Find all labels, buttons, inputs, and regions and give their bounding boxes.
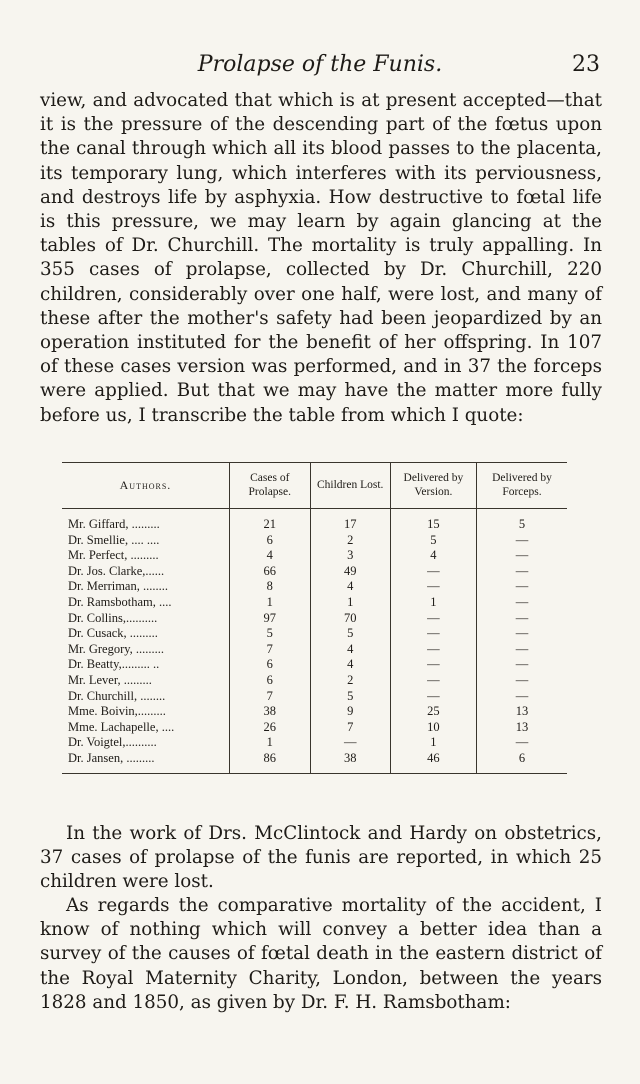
cell-lost: 3 bbox=[310, 548, 390, 564]
table-row bbox=[62, 564, 567, 580]
table-row bbox=[62, 751, 567, 773]
cell-forceps: — bbox=[476, 689, 567, 705]
cell-cases: 38 bbox=[229, 704, 310, 720]
header-authors: Authors. bbox=[62, 463, 229, 509]
cell-forceps: 13 bbox=[476, 704, 567, 720]
table-row bbox=[62, 735, 567, 751]
cell-name: Dr. Churchill, ........ bbox=[68, 688, 166, 703]
cell-name: Dr. Jansen, ......... bbox=[62, 751, 229, 773]
cell-version: 15 bbox=[390, 509, 476, 533]
cell-lost: 2 bbox=[310, 533, 390, 549]
cell-cases: 7 bbox=[229, 689, 310, 705]
cell-cases: 86 bbox=[229, 751, 310, 773]
cell-forceps: — bbox=[476, 735, 567, 751]
table-row bbox=[62, 704, 567, 720]
cell-version: — bbox=[390, 657, 476, 673]
cell-name: Mr. Perfect, ......... bbox=[68, 548, 159, 563]
cell-lost: 38 bbox=[310, 751, 390, 773]
cell-lost: 4 bbox=[310, 642, 390, 658]
cell-forceps: — bbox=[476, 673, 567, 689]
table-row bbox=[62, 689, 567, 705]
cell-version: 10 bbox=[390, 720, 476, 736]
header-forceps: Delivered by Forceps. bbox=[476, 463, 567, 509]
cell-name: Dr. Beatty,......... .. bbox=[68, 657, 160, 672]
cell-cases: 8 bbox=[229, 579, 310, 595]
cell-cases: 97 bbox=[229, 611, 310, 627]
cell-name: Mr. Giffard, ......... bbox=[68, 517, 160, 531]
cell-lost: 5 bbox=[310, 689, 390, 705]
cell-lost: 2 bbox=[310, 673, 390, 689]
cell-forceps: — bbox=[476, 579, 567, 595]
page-header bbox=[40, 52, 600, 82]
table-body bbox=[62, 509, 567, 774]
body-paragraph-3: As regards the comparative mortality of the accident, I know of nothing which will convey a better idea than a survey of the causes of fœtal death in the eastern district of the Royal Maternity Charity, London, between the years 1828 and 1850, as given by Dr. F. H. Ramsbotham: bbox=[40, 895, 602, 1013]
cell-name: Dr. Collins,.......... bbox=[68, 610, 158, 625]
cell-version: — bbox=[390, 579, 476, 595]
cell-cases: 6 bbox=[229, 657, 310, 673]
cell-name: Dr. Ramsbotham, .... bbox=[68, 594, 172, 609]
cell-cases: 1 bbox=[229, 595, 310, 611]
cell-forceps: — bbox=[476, 642, 567, 658]
cell-lost: 1 bbox=[310, 595, 390, 611]
cell-name: Mr. Gregory, ......... bbox=[68, 641, 165, 656]
cell-version: 1 bbox=[390, 735, 476, 751]
table-row bbox=[62, 642, 567, 658]
cell-lost: 49 bbox=[310, 564, 390, 580]
table-row bbox=[62, 595, 567, 611]
cell-version: — bbox=[390, 642, 476, 658]
cell-cases: 7 bbox=[229, 642, 310, 658]
cell-version: 46 bbox=[390, 751, 476, 773]
cell-name: Dr. Cusack, ......... bbox=[68, 626, 158, 641]
cell-version: 25 bbox=[390, 704, 476, 720]
table-header-row bbox=[62, 463, 567, 509]
table-row bbox=[62, 548, 567, 564]
cell-version: 4 bbox=[390, 548, 476, 564]
cell-cases: 5 bbox=[229, 626, 310, 642]
cell-version: — bbox=[390, 673, 476, 689]
running-title: Prolapse of the Funis. bbox=[197, 52, 443, 77]
cell-forceps: — bbox=[476, 548, 567, 564]
cell-cases: 6 bbox=[229, 673, 310, 689]
cell-name: Dr. Voigtel,.......... bbox=[68, 735, 157, 750]
body-paragraph-1: view, and advocated that which is at present accepted—that it is the pressure of the descending part of the fœtus upon the canal through which all its blood passes to the placenta, its temporary lung, which interferes with its perviousness, and destroys life by asphyxia. How destructive to fœtal life is this pressure, we may learn by again glancing at the tables of Dr. Churchill. The mortality is truly appalling. In 355 cases of prolapse, collected by Dr. Churchill, 220 children, considerably over one half, were lost, and many of these after the mother's safety had been jeopardized by an operation instituted for the benefit of her offspring. In 107 of these cases version was performed, and in 37 the forceps were applied. But that we may have the matter more fully before us, I transcribe the table from which I quote: bbox=[40, 90, 602, 426]
table-row bbox=[62, 579, 567, 595]
cell-lost: 4 bbox=[310, 657, 390, 673]
cell-forceps: — bbox=[476, 611, 567, 627]
cell-name: Dr. Merriman, ........ bbox=[68, 579, 168, 594]
page-number: 23 bbox=[572, 52, 600, 77]
table-row bbox=[62, 720, 567, 736]
cell-lost: 4 bbox=[310, 579, 390, 595]
cell-lost: 5 bbox=[310, 626, 390, 642]
table-row bbox=[62, 673, 567, 689]
cell-forceps: — bbox=[476, 595, 567, 611]
cell-cases: 6 bbox=[229, 533, 310, 549]
cell-forceps: — bbox=[476, 657, 567, 673]
body-paragraph-2: In the work of Drs. McClintock and Hardy on obstetrics, 37 cases of prolapse of the funis are reported, in which 25 children were lost. bbox=[40, 823, 602, 893]
cell-lost: 7 bbox=[310, 720, 390, 736]
cell-forceps: 6 bbox=[476, 751, 567, 773]
cell-cases: 66 bbox=[229, 564, 310, 580]
cell-lost: 70 bbox=[310, 611, 390, 627]
table-row bbox=[62, 626, 567, 642]
cell-name: Dr. Smellie, .... .... bbox=[68, 532, 160, 547]
cell-version: — bbox=[390, 611, 476, 627]
cell-name: Mme. Boivin,......... bbox=[68, 704, 166, 719]
cell-cases: 21 bbox=[229, 509, 310, 533]
header-lost: Children Lost. bbox=[310, 463, 390, 509]
table-row bbox=[62, 611, 567, 627]
prolapse-table bbox=[62, 462, 567, 774]
cell-version: 1 bbox=[390, 595, 476, 611]
cell-forceps: 5 bbox=[476, 509, 567, 533]
cell-cases: 4 bbox=[229, 548, 310, 564]
table-row bbox=[62, 509, 567, 533]
cell-forceps: — bbox=[476, 626, 567, 642]
cell-cases: 26 bbox=[229, 720, 310, 736]
table-row bbox=[62, 533, 567, 549]
cell-forceps: 13 bbox=[476, 720, 567, 736]
cell-forceps: — bbox=[476, 533, 567, 549]
cell-name: Mme. Lachapelle, .... bbox=[68, 719, 175, 734]
header-cases: Cases of Prolapse. bbox=[229, 463, 310, 509]
cell-version: — bbox=[390, 689, 476, 705]
cell-version: — bbox=[390, 564, 476, 580]
header-version: Delivered by Version. bbox=[390, 463, 476, 509]
cell-version: 5 bbox=[390, 533, 476, 549]
cell-cases: 1 bbox=[229, 735, 310, 751]
cell-lost: 17 bbox=[310, 509, 390, 533]
cell-name: Dr. Jos. Clarke,...... bbox=[68, 563, 165, 578]
cell-lost: 9 bbox=[310, 704, 390, 720]
cell-forceps: — bbox=[476, 564, 567, 580]
cell-lost: — bbox=[310, 735, 390, 751]
cell-name: Mr. Lever, ......... bbox=[68, 672, 152, 687]
cell-version: — bbox=[390, 626, 476, 642]
table-row bbox=[62, 657, 567, 673]
